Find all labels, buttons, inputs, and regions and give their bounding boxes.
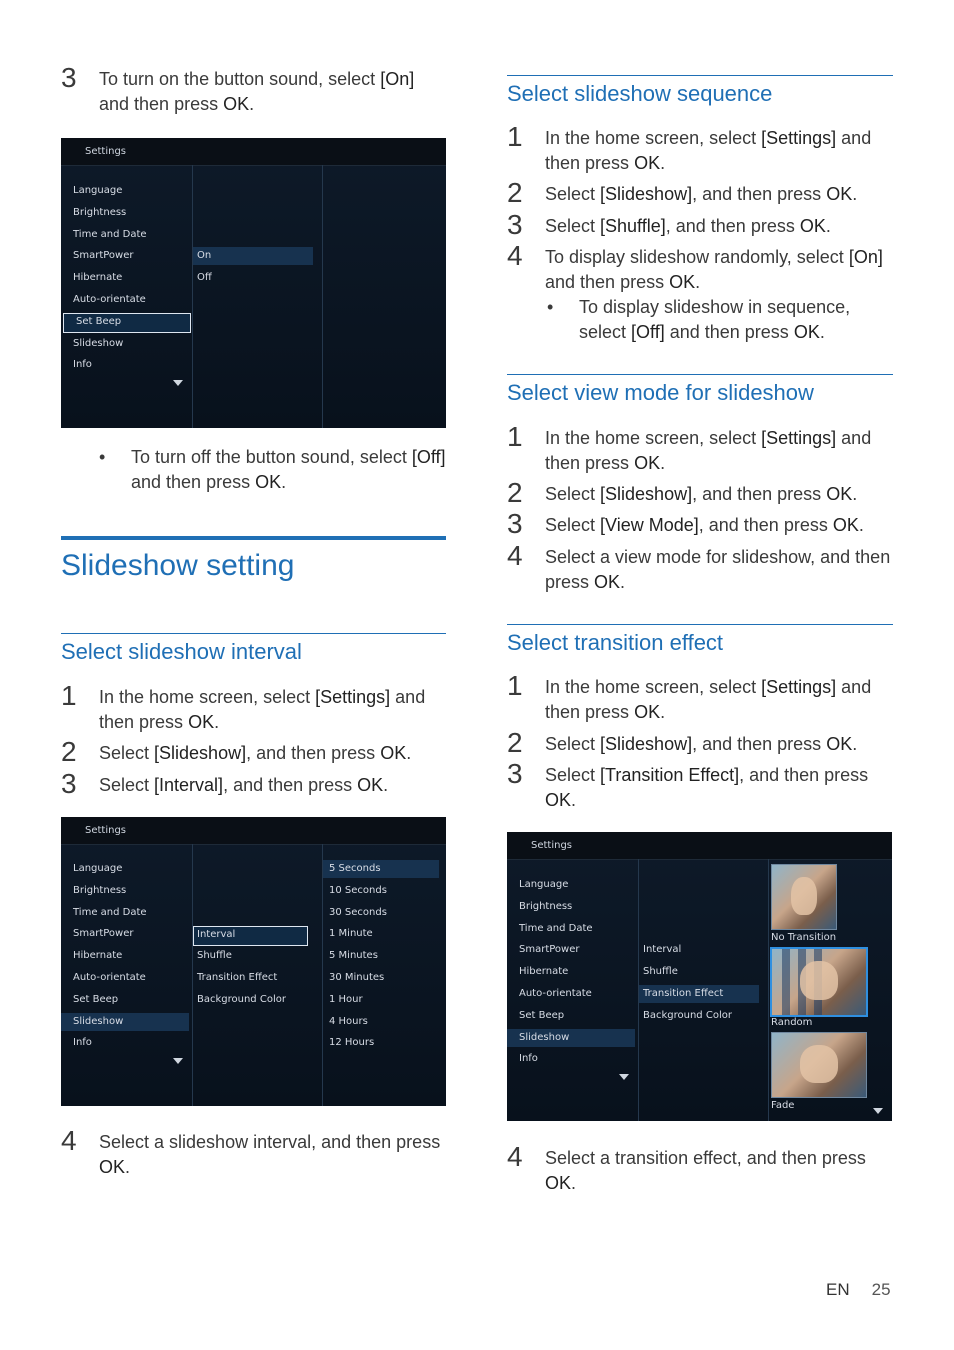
effect-label: Random (771, 1017, 813, 1028)
step-number: 2 (507, 177, 523, 208)
step-number: 4 (507, 540, 523, 571)
step-number: 2 (61, 736, 77, 767)
menu-item: Hibernate (73, 950, 123, 961)
screenshot-title: Settings (85, 146, 127, 157)
menu-item: Language (73, 185, 123, 196)
effect-label: Fade (771, 1100, 795, 1111)
screenshot-title: Settings (85, 825, 127, 836)
scroll-down-icon (873, 1108, 883, 1114)
scroll-down-icon (173, 380, 183, 386)
menu-item: Set Beep (519, 1010, 565, 1021)
menu-item: Brightness (73, 885, 127, 896)
interval-value: 1 Minute (329, 928, 373, 939)
sequence-step-3: 3 Select [Shuffle], and then press OK. (507, 209, 831, 240)
interval-value: 5 Seconds (323, 860, 439, 878)
menu-item: SmartPower (73, 250, 134, 261)
language-code: EN (826, 1280, 850, 1299)
submenu-item: Background Color (197, 994, 286, 1005)
submenu-item: Shuffle (197, 950, 232, 961)
screenshot-title: Settings (531, 840, 573, 851)
interval-value: 30 Minutes (329, 972, 385, 983)
interval-value: 4 Hours (329, 1016, 368, 1027)
menu-item: Brightness (73, 207, 127, 218)
transition-step-3: 3 Select [Transition Effect], and then press OK. (507, 758, 869, 810)
step-turn-on-sound: 3 To turn on the button sound, select [On] and then press OK. (61, 62, 415, 114)
step-number: 4 (507, 240, 523, 271)
interval-step-4: 4 Select a slideshow interval, and then press OK. (61, 1125, 441, 1177)
step-number: 3 (507, 508, 523, 539)
option-off: Off (197, 272, 212, 283)
interval-value: 5 Minutes (329, 950, 378, 961)
menu-item: SmartPower (73, 928, 134, 939)
menu-item: Time and Date (73, 907, 147, 918)
viewmode-step-4: 4 Select a view mode for slideshow, and then press OK. (507, 540, 891, 592)
transition-step-2: 2 Select [Slideshow], and then press OK. (507, 727, 858, 758)
menu-item: SmartPower (519, 944, 580, 955)
effect-label: No Transition (771, 932, 837, 943)
transition-step-1: 1 In the home screen, select [Settings] and then press OK. (507, 670, 872, 722)
bullet-turn-off-sound: • To turn off the button sound, select [Off] and then press OK. (99, 447, 446, 492)
menu-item: Language (519, 879, 569, 890)
settings-screenshot-transition (507, 832, 892, 1121)
menu-item-selected: Set Beep (63, 313, 191, 333)
viewmode-step-2: 2 Select [Slideshow], and then press OK. (507, 477, 858, 508)
interval-step-1: 1 In the home screen, select [Settings] and then press OK. (61, 680, 426, 732)
heading-view-mode: Select view mode for slideshow (507, 374, 893, 408)
menu-item: Info (73, 359, 92, 370)
interval-step-3: 3 Select [Interval], and then press OK. (61, 768, 389, 799)
menu-item: Time and Date (73, 229, 147, 240)
step-number: 3 (61, 768, 77, 799)
interval-step-2: 2 Select [Slideshow], and then press OK. (61, 736, 412, 767)
transition-step-4: 4 Select a transition effect, and then press OK. (507, 1141, 866, 1193)
settings-screenshot-interval (61, 817, 446, 1106)
interval-value: 10 Seconds (329, 885, 387, 896)
submenu-item: Transition Effect (197, 972, 278, 983)
bullet-dot: • (547, 297, 554, 317)
page-footer (826, 1280, 891, 1300)
menu-item: Auto-orientate (519, 988, 592, 999)
heading-slideshow-sequence: Select slideshow sequence (507, 75, 893, 109)
menu-item-active: Slideshow (507, 1029, 635, 1047)
menu-item: Hibernate (73, 272, 123, 283)
step-number: 1 (61, 680, 77, 711)
submenu-item-selected: Interval (193, 926, 308, 946)
interval-value: 12 Hours (329, 1037, 375, 1048)
section-title: Slideshow setting (61, 536, 446, 586)
bullet-dot: • (99, 447, 106, 467)
sequence-step-1: 1 In the home screen, select [Settings] and then press OK. (507, 121, 872, 173)
step-number: 3 (507, 758, 523, 789)
sequence-step-2: 2 Select [Slideshow], and then press OK. (507, 177, 858, 208)
effect-thumbnail-no-transition (771, 864, 837, 930)
step-number: 4 (61, 1125, 77, 1156)
effect-thumbnail-fade (771, 1032, 867, 1098)
menu-item: Hibernate (519, 966, 569, 977)
submenu-item-active: Transition Effect (639, 985, 759, 1003)
step-number: 4 (507, 1141, 523, 1172)
sequence-step-4: 4 To display slideshow randomly, select [On] and then press OK. (507, 240, 883, 292)
submenu-item: Background Color (643, 1010, 732, 1021)
menu-item: Slideshow (73, 338, 124, 349)
effect-thumbnail-random (770, 947, 868, 1017)
heading-transition-effect: Select transition effect (507, 624, 893, 658)
interval-value: 30 Seconds (329, 907, 387, 918)
page-number: 25 (871, 1280, 891, 1299)
settings-screenshot-set-beep (61, 138, 446, 428)
submenu-item: Shuffle (643, 966, 678, 977)
menu-item-active: Slideshow (61, 1013, 189, 1031)
interval-value: 1 Hour (329, 994, 363, 1005)
scroll-down-icon (173, 1058, 183, 1064)
menu-item: Info (73, 1037, 92, 1048)
menu-item: Language (73, 863, 123, 874)
step-number: 2 (507, 727, 523, 758)
bullet-sequence-off: • To display slideshow in sequence, select [Off] and then press OK. (547, 297, 851, 342)
step-number: 1 (507, 670, 523, 701)
viewmode-step-3: 3 Select [View Mode], and then press OK. (507, 508, 864, 539)
step-number: 3 (507, 209, 523, 240)
heading-slideshow-interval: Select slideshow interval (61, 633, 446, 667)
menu-item: Brightness (519, 901, 573, 912)
option-on: On (193, 247, 313, 265)
submenu-item: Interval (643, 944, 682, 955)
step-number: 1 (507, 121, 523, 152)
menu-item: Auto-orientate (73, 294, 146, 305)
menu-item: Auto-orientate (73, 972, 146, 983)
step-number: 2 (507, 477, 523, 508)
menu-item: Info (519, 1053, 538, 1064)
scroll-down-icon (619, 1074, 629, 1080)
step-number: 3 (61, 62, 77, 93)
step-number: 1 (507, 421, 523, 452)
viewmode-step-1: 1 In the home screen, select [Settings] and then press OK. (507, 421, 872, 473)
menu-item: Time and Date (519, 923, 593, 934)
menu-item: Set Beep (73, 994, 119, 1005)
